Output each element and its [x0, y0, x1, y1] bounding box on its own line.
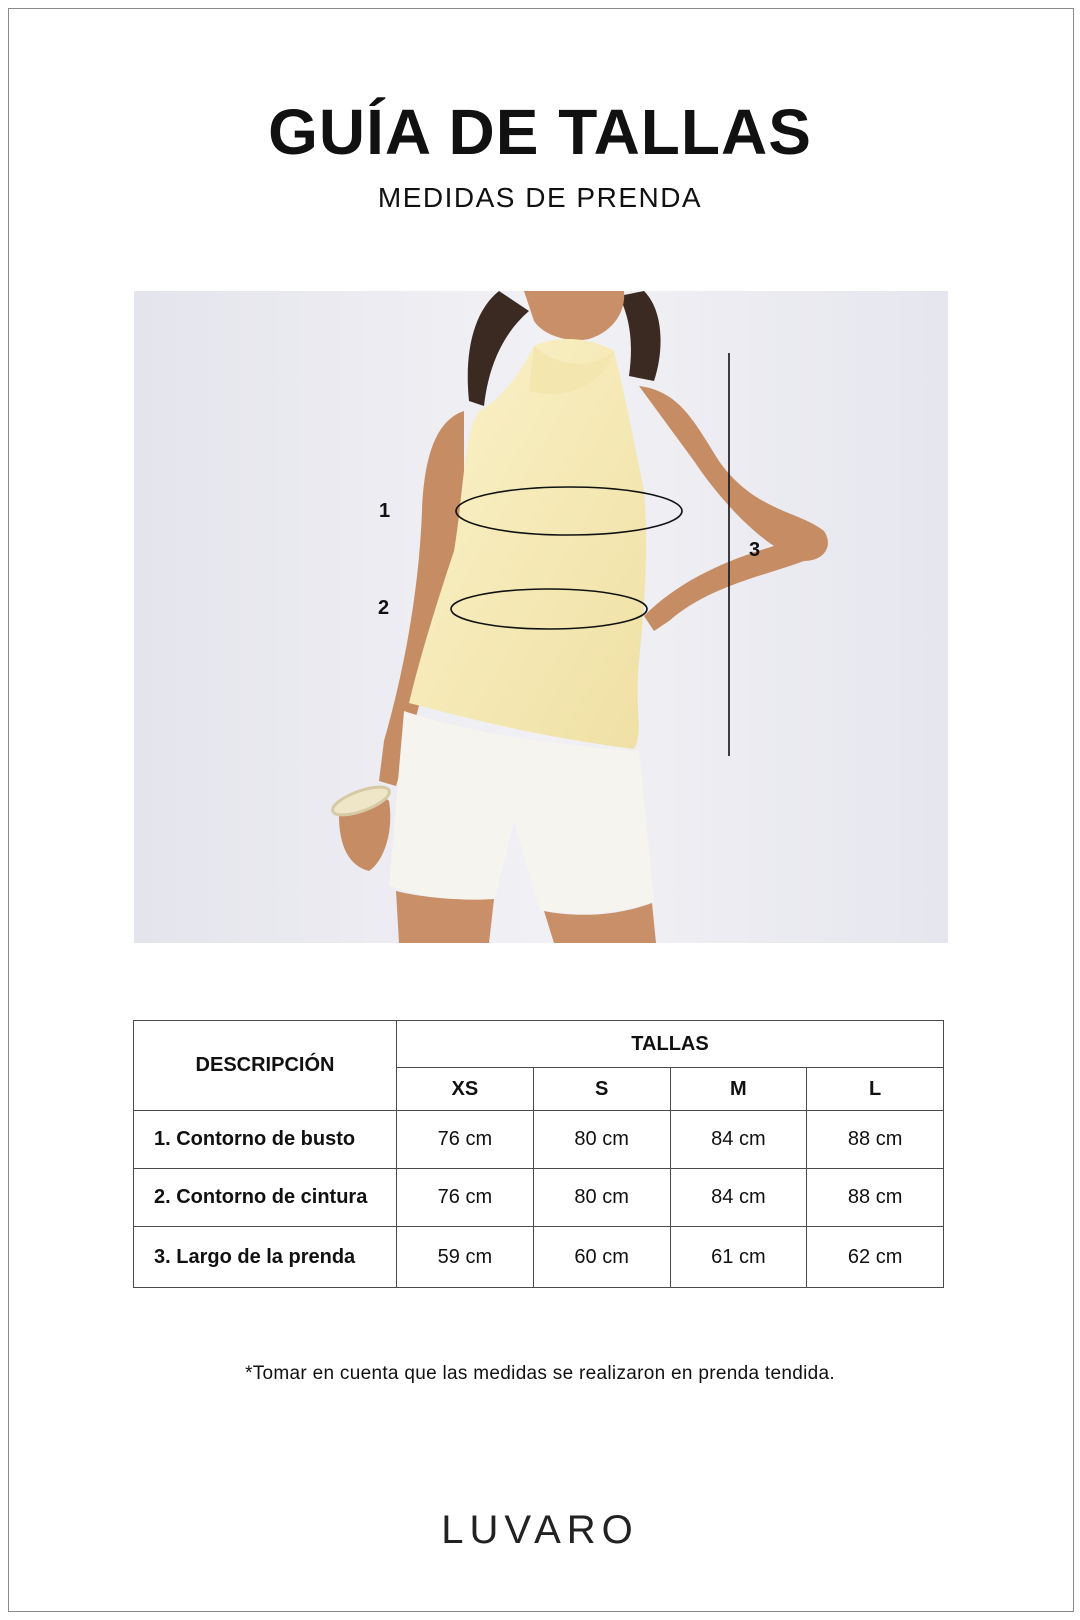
cell-value: 59 cm — [397, 1227, 534, 1288]
table-row — [134, 1169, 944, 1227]
cell-value: 88 cm — [807, 1111, 944, 1169]
cell-value: 84 cm — [670, 1169, 807, 1227]
sizes-header: TALLAS — [397, 1021, 944, 1068]
cell-value: 80 cm — [533, 1111, 670, 1169]
description-header: DESCRIPCIÓN — [134, 1021, 397, 1111]
cell-value: 60 cm — [533, 1227, 670, 1288]
cell-value: 76 cm — [397, 1169, 534, 1227]
size-table — [133, 1020, 944, 1288]
model-photo — [134, 291, 948, 943]
size-xs: XS — [397, 1068, 534, 1111]
size-m: M — [670, 1068, 807, 1111]
table-row — [134, 1111, 944, 1169]
row-label-waist: 2. Contorno de cintura — [134, 1169, 397, 1227]
table-header-row — [134, 1021, 944, 1068]
size-s: S — [533, 1068, 670, 1111]
brand-logo: LUVARO — [441, 1508, 639, 1552]
measurement-note: *Tomar en cuenta que las medidas se realizaron en prenda tendida. — [245, 1363, 835, 1384]
cell-value: 84 cm — [670, 1111, 807, 1169]
table-row — [134, 1227, 944, 1288]
size-l: L — [807, 1068, 944, 1111]
model-illustration — [134, 291, 948, 943]
cell-value: 76 cm — [397, 1111, 534, 1169]
page-subtitle: MEDIDAS DE PRENDA — [377, 182, 703, 213]
row-label-bust: 1. Contorno de busto — [134, 1111, 397, 1169]
marker-2: 2 — [378, 597, 390, 619]
row-label-length: 3. Largo de la prenda — [134, 1227, 397, 1288]
cell-value: 61 cm — [670, 1227, 807, 1288]
marker-1: 1 — [379, 500, 391, 522]
cell-value: 88 cm — [807, 1169, 944, 1227]
marker-3: 3 — [749, 539, 761, 561]
cell-value: 80 cm — [533, 1169, 670, 1227]
cell-value: 62 cm — [807, 1227, 944, 1288]
page-title: GUÍA DE TALLAS — [268, 96, 812, 168]
